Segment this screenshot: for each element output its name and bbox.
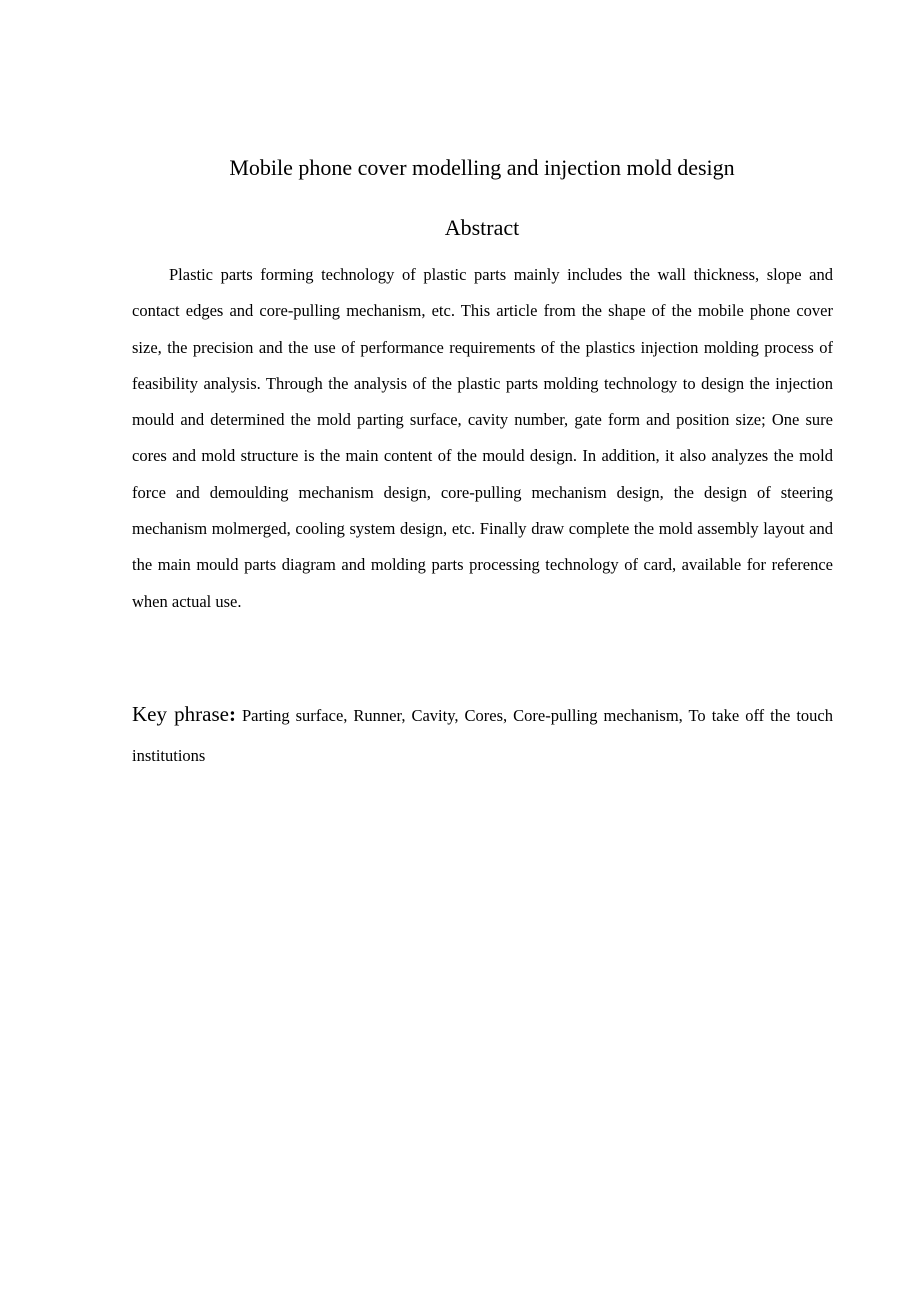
abstract-heading: Abstract: [444, 215, 520, 240]
keywords-paragraph: [132, 694, 833, 776]
keywords-colon: :: [228, 702, 236, 726]
keywords-label: Key phrase: [132, 702, 229, 726]
keywords-list: Parting surface, Runner, Cavity, Cores, Core-pulling mechanism, To take off the touch institutions: [132, 706, 833, 765]
abstract-body: Plastic parts forming technology of plastic parts mainly includes the wall thickness, slope and contact edges and core-pulling mechanism, etc. This article from the shape of the mobile phone cover size, the precision and the use of performance requirements of the plastics injection molding process of feasibility analysis. Through the analysis of the plastic parts molding technology to design the injection mould and determined the mold parting surface, cavity number, gate form and position size; One sure cores and mold structure is the main content of the mould design. In addition, it also analyzes the mold force and demoulding mechanism design, core-pulling mechanism design, the design of steering mechanism molmerged, cooling system design, etc. Finally draw complete the mold assembly layout and the main mould parts diagram and molding parts processing technology of card, available for reference when actual use.: [132, 265, 833, 611]
document-title: Mobile phone cover modelling and injection mold design: [229, 155, 735, 180]
